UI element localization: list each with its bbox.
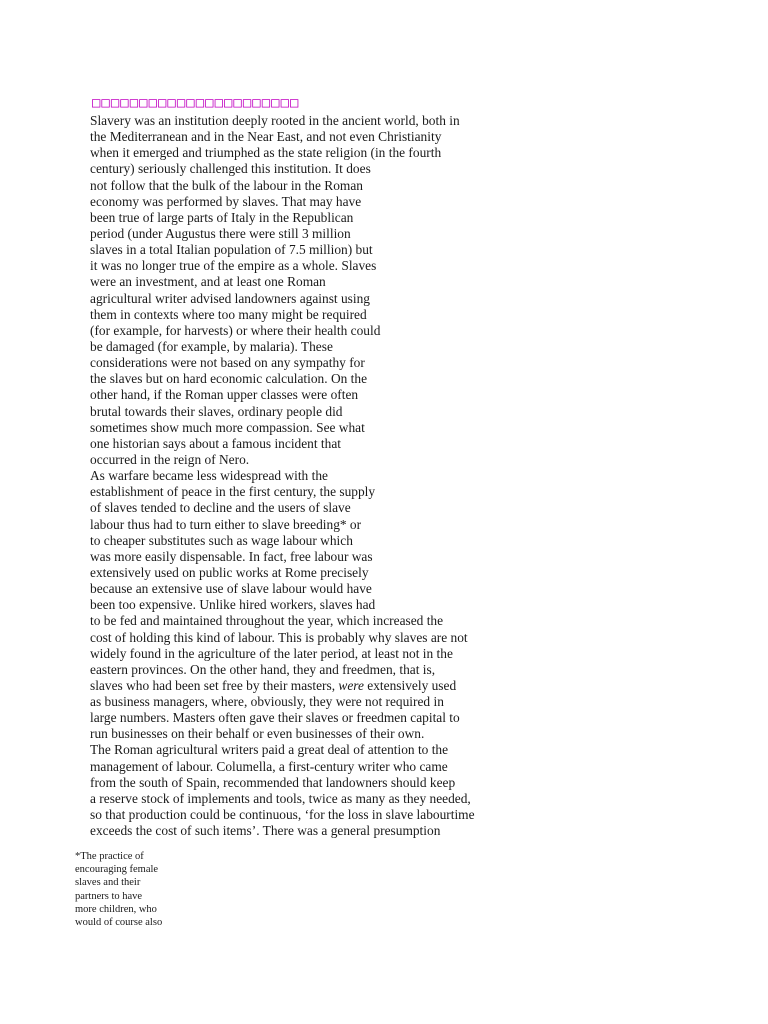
body-line: economy was performed by slaves. That may have [90,193,362,209]
body-line: from the south of Spain, recommended that landowners should keep [90,774,456,790]
body-line: the Mediterranean and in the Near East, and not even Christianity [90,129,442,145]
text-run: slaves who had been set free by their masters, [90,677,339,693]
body-line: a reserve stock of implements and tools, twice as many as they needed, [90,790,471,806]
body-line: were an investment, and at least one Roman [90,274,326,290]
text-run: extensively used [363,677,457,693]
body-line: century) seriously challenged this institution. It does [90,161,371,177]
body-line: As warfare became less widespread with the [90,468,328,484]
body-line-with-italic [90,678,530,694]
body-line: The Roman agricultural writers paid a great deal of attention to the [90,742,449,758]
body-line: large numbers. Masters often gave their slaves or freedmen capital to [90,710,460,726]
body-line: establishment of peace in the first century, the supply [90,484,376,500]
body-line: the slaves but on hard economic calculation. On the [90,371,368,387]
body-line: agricultural writer advised landowners against using [90,290,371,306]
italic-word: were [338,677,364,693]
body-text [90,113,530,839]
body-line: them in contexts where too many might be required [90,306,367,322]
footnote-line: partners to have [75,890,143,902]
body-line: period (under Augustus there were still 3 million [90,225,351,241]
body-line: eastern provinces. On the other hand, they and freedmen, that is, [90,661,436,677]
body-line: because an extensive use of slave labour would have [90,581,372,597]
body-line: labour thus had to turn either to slave breeding* or [90,516,362,532]
footnote-line: *The practice of [75,851,144,862]
body-line: (for example, for harvests) or where their health could [90,322,381,338]
body-line: considerations were not based on any sympathy for [90,355,365,371]
body-line: it was no longer true of the empire as a whole. Slaves [90,258,377,274]
footnote-line: encouraging female [75,864,159,876]
body-line: sometimes show much more compassion. See what [90,419,365,435]
body-line: slaves in a total Italian population of 7.5 million) but [90,242,373,258]
body-line: to cheaper substitutes such as wage labour which [90,532,353,548]
body-line: widely found in the agriculture of the later period, at least not in the [90,645,453,661]
footnote [75,850,235,929]
heading-placeholder-glyphs: □□□□□□□□□□□□□□□□□□□□□□ [92,95,300,111]
body-line: not follow that the bulk of the labour in the Roman [90,177,363,193]
body-line: run businesses on their behalf or even businesses of their own. [90,726,425,742]
body-line: management of labour. Columella, a first-century writer who came [90,758,448,774]
body-line: one historian says about a famous incident that [90,435,342,451]
body-line: other hand, if the Roman upper classes were often [90,387,359,403]
body-line: was more easily dispensable. In fact, free labour was [90,548,373,564]
body-line: so that production could be continuous, ‘for the loss in slave labourtime [90,807,475,823]
body-line: be damaged (for example, by malaria). These [90,338,333,354]
body-line: extensively used on public works at Rome precisely [90,564,369,580]
body-line: of slaves tended to decline and the users of slave [90,500,351,516]
body-line: as business managers, where, obviously, they were not required in [90,694,444,710]
body-line: exceeds the cost of such items’. There was a general presumption [90,823,441,839]
footnote-line: more children, who [75,903,157,915]
footnote-line: would of course also [75,916,163,928]
body-line: Slavery was an institution deeply rooted in the ancient world, both in [90,113,460,128]
footnote-line: slaves and their [75,877,141,889]
body-line: when it emerged and triumphed as the state religion (in the fourth [90,145,442,161]
body-line: to be fed and maintained throughout the year, which increased the [90,613,444,629]
body-line: brutal towards their slaves, ordinary people did [90,403,343,419]
body-line: been too expensive. Unlike hired workers, slaves had [90,597,376,613]
body-line: been true of large parts of Italy in the Republican [90,209,354,225]
body-line: occurred in the reign of Nero. [90,451,250,467]
body-line: cost of holding this kind of labour. This is probably why slaves are not [90,629,468,645]
